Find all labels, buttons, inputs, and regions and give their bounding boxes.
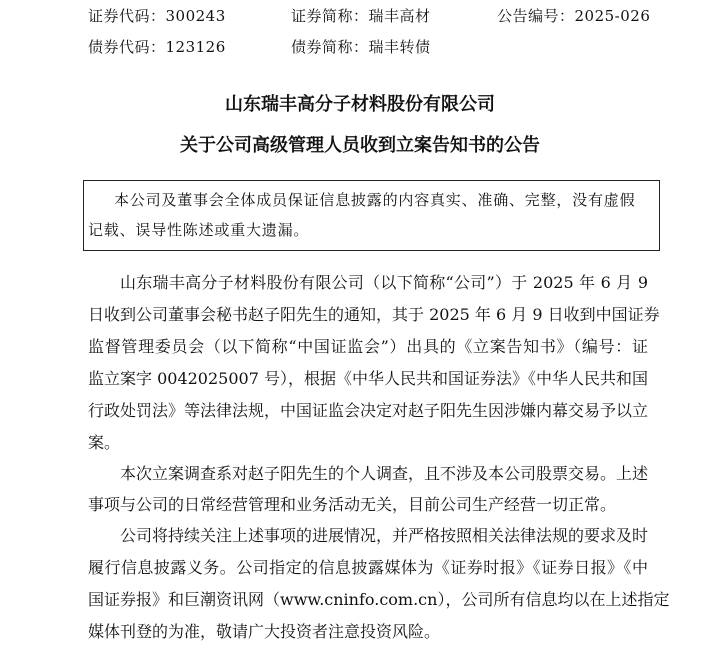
paragraph-line: 国证券报》和巨潮资讯网（www.cninfo.com.cn），公司所有信息均以在上述指定 bbox=[88, 590, 670, 609]
stock-abbreviation: 证券简称：瑞丰高材 bbox=[291, 7, 431, 25]
paragraph-line: 媒体刊登的为准，敬请广大投资者注意投资风险。 bbox=[88, 622, 441, 641]
bond-abbreviation: 债券简称：瑞丰转债 bbox=[291, 38, 431, 56]
paragraph-line: 行政处罚法》等法律法规，中国证监会决定对赵子阳先生因涉嫌内幕交易予以立 bbox=[88, 401, 649, 420]
disclaimer-line-2: 记载、误导性陈述或重大遗漏。 bbox=[88, 221, 310, 239]
paragraph-line: 公司将持续关注上述事项的进展情况，并严格按照相关法律法规的要求及时 bbox=[120, 526, 649, 545]
paragraph-line: 履行信息披露义务。公司指定的信息披露媒体为《证券时报》《证券日报》《中 bbox=[88, 558, 648, 577]
paragraph-line: 监立案字 0042025007 号），根据《中华人民共和国证券法》《中华人民共和国 bbox=[88, 369, 648, 388]
paragraph-line: 案。 bbox=[88, 433, 121, 452]
announcement-title: 关于公司高级管理人员收到立案告知书的公告 bbox=[180, 135, 540, 156]
company-title: 山东瑞丰高分子材料股份有限公司 bbox=[225, 94, 495, 115]
disclaimer-line-1: 本公司及董事会全体成员保证信息披露的内容真实、准确、完整，没有虚假 bbox=[114, 191, 636, 209]
paragraph-line: 事项与公司的日常经营管理和业务活动无关，目前公司生产经营一切正常。 bbox=[88, 495, 617, 514]
paragraph-line: 监督管理委员会（以下简称“中国证监会”）出具的《立案告知书》（编号：证 bbox=[88, 337, 648, 356]
paragraph-line: 本次立案调查系对赵子阳先生的个人调查，且不涉及本公司股票交易。上述 bbox=[120, 464, 649, 483]
bond-code: 债券代码：123126 bbox=[88, 38, 226, 56]
stock-code: 证券代码：300243 bbox=[88, 7, 226, 25]
disclaimer-box bbox=[83, 180, 660, 251]
paragraph-line: 日收到公司董事会秘书赵子阳先生的通知，其于 2025 年 6 月 9 日收到中国证券 bbox=[88, 305, 660, 324]
announcement-number: 公告编号：2025-026 bbox=[497, 7, 651, 25]
paragraph-line: 山东瑞丰高分子材料股份有限公司（以下简称“公司”）于 2025 年 6 月 9 bbox=[120, 273, 648, 292]
